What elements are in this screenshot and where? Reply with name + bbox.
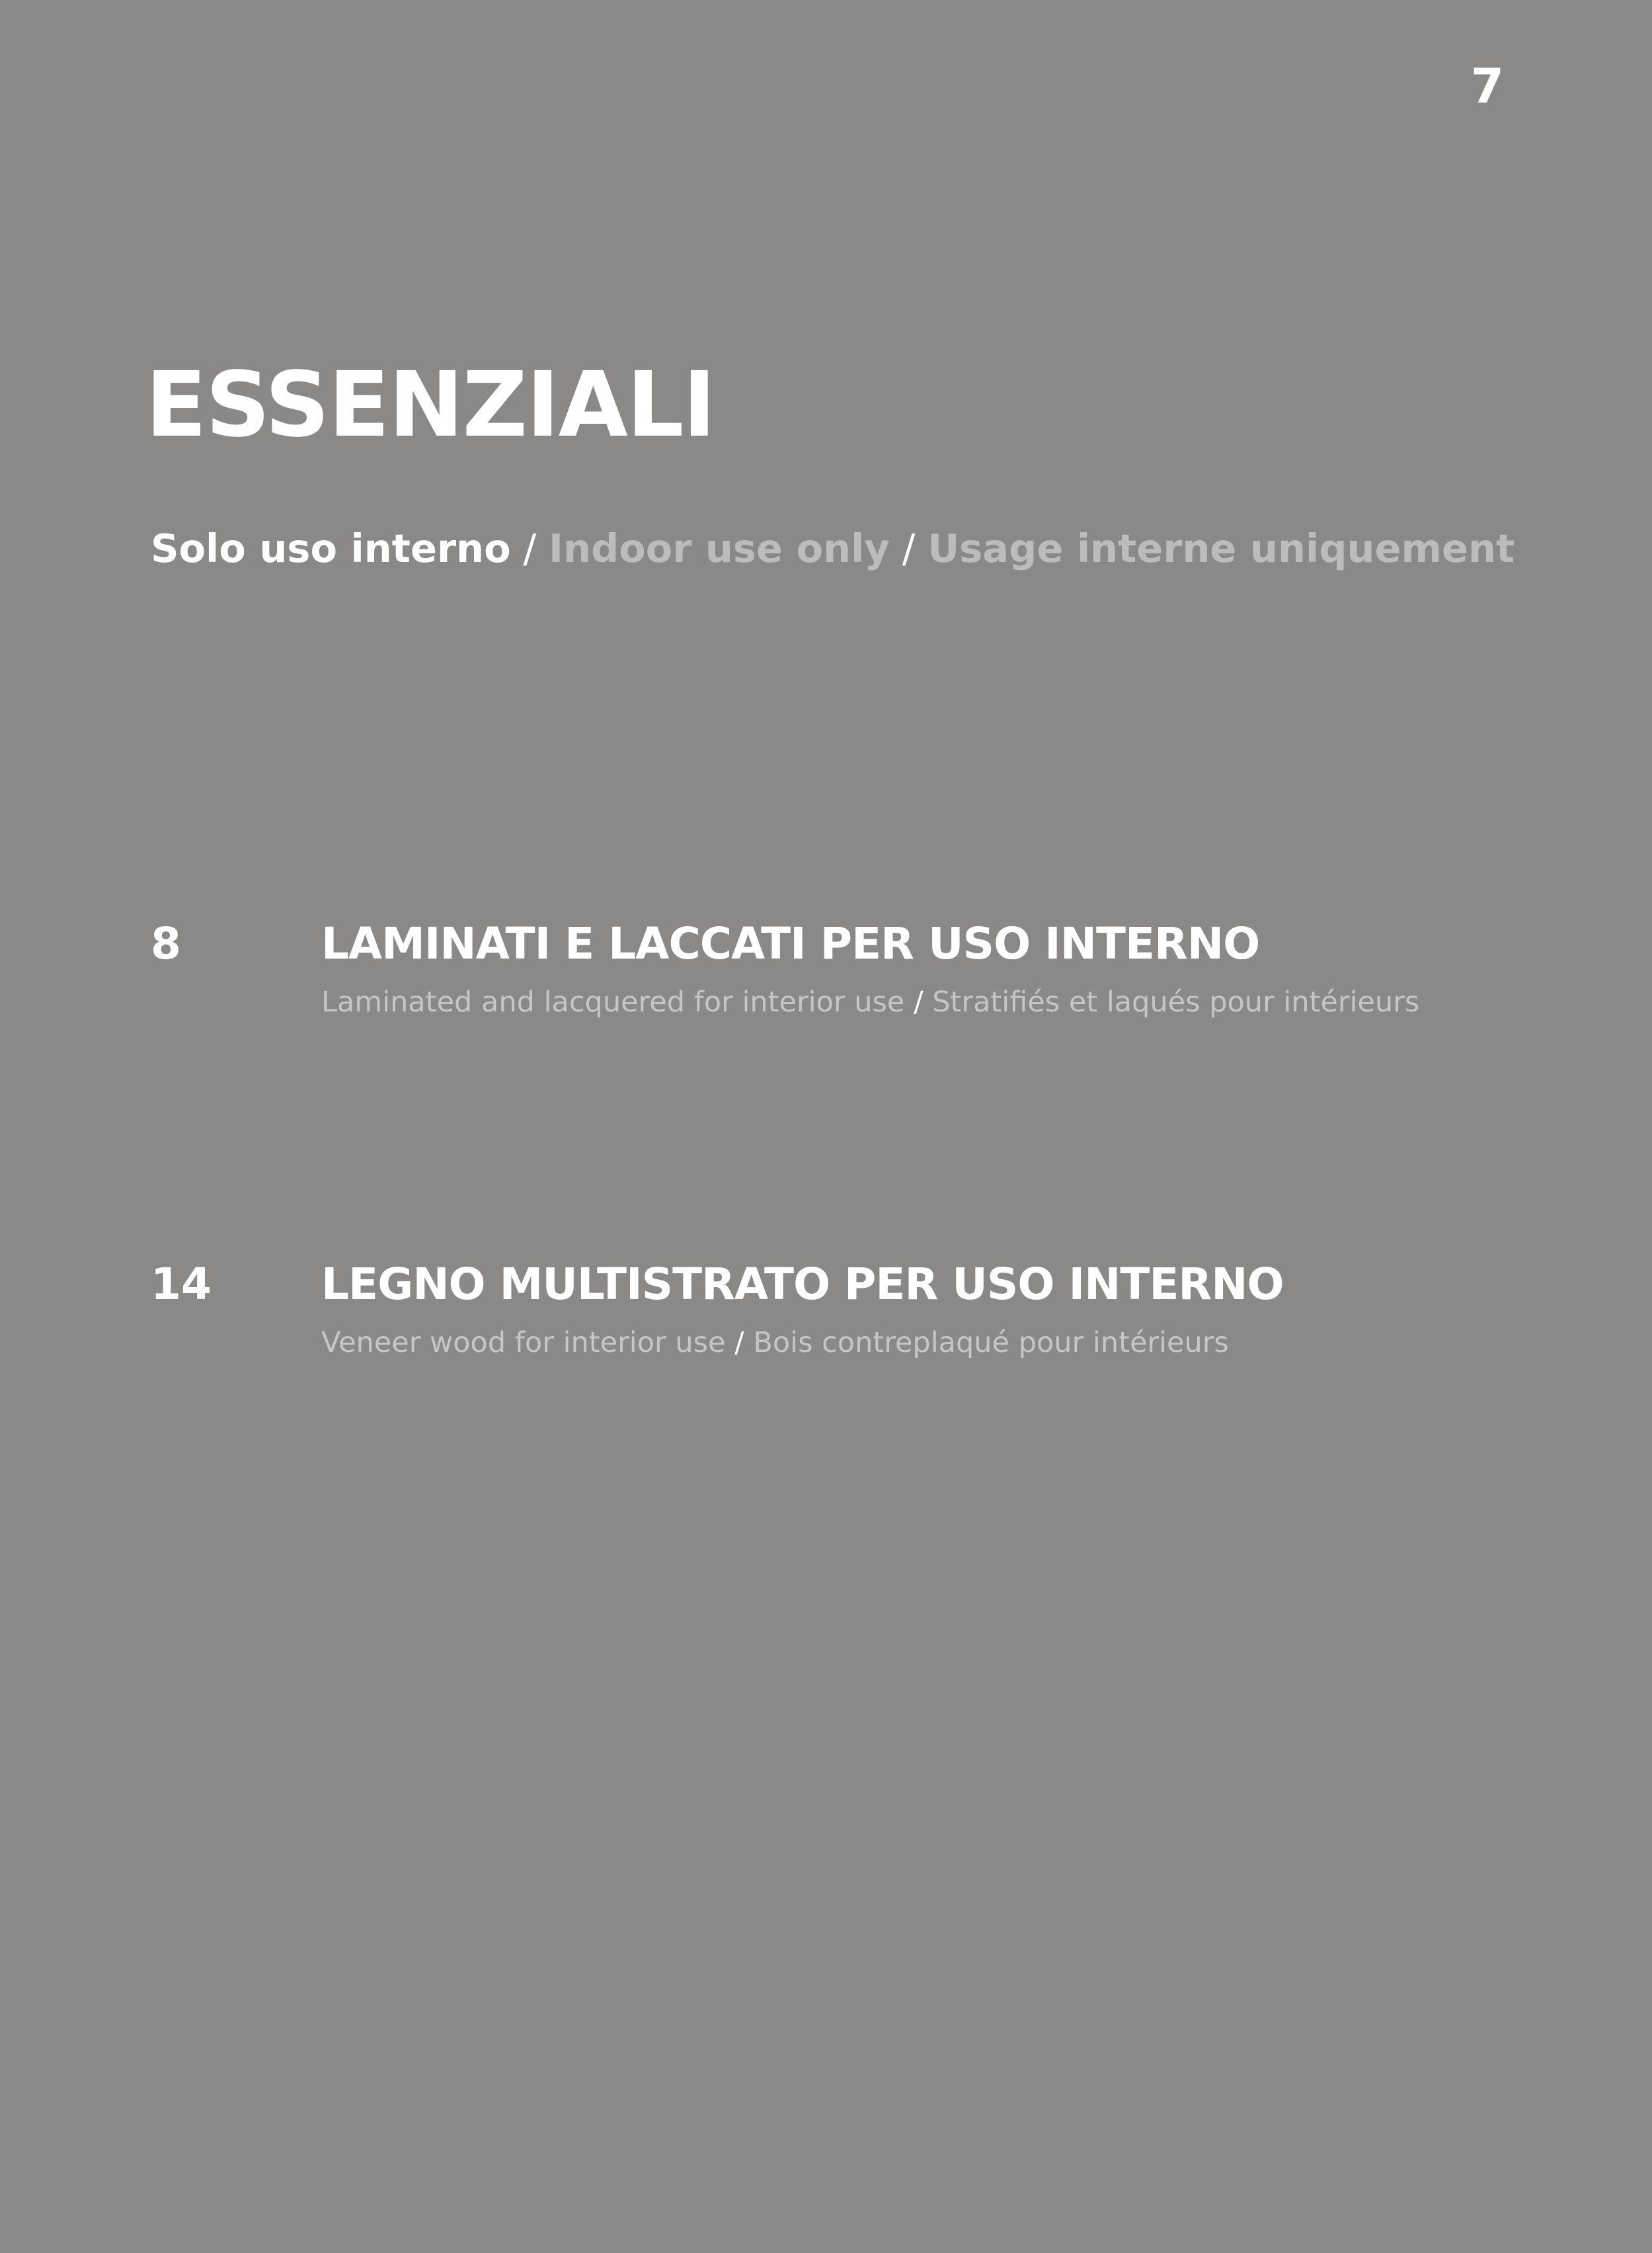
page-number: 7 (1470, 58, 1504, 114)
toc-description-separator: / (734, 1326, 744, 1359)
subtitle-separator: / (902, 526, 916, 571)
subtitle-english: Indoor use only (549, 526, 890, 571)
subtitle-french: Usage interne uniquement (927, 526, 1515, 571)
toc-description-english: Veneer wood for interior use (321, 1326, 726, 1359)
toc-heading: LEGNO MULTISTRATO PER USO INTERNO (321, 1259, 1284, 1310)
toc-description-english: Laminated and lacquered for interior use (321, 986, 905, 1019)
toc-description-separator: / (914, 986, 924, 1019)
subtitle-italian: Solo uso interno (151, 526, 511, 571)
usage-subtitle (151, 526, 1515, 571)
toc-description (321, 984, 1445, 1020)
subtitle-separator: / (523, 526, 537, 571)
toc-page-number: 8 (151, 918, 181, 969)
toc-description (321, 1325, 1445, 1361)
toc-heading: LAMINATI E LACCATI PER USO INTERNO (321, 918, 1260, 969)
toc-description-french: Stratifiés et laqués pour intérieurs (932, 986, 1420, 1019)
toc-description-french: Bois contreplaqué pour intérieurs (753, 1326, 1229, 1359)
toc-page-number: 14 (151, 1259, 212, 1310)
page-title: ESSENZIALI (145, 353, 715, 457)
